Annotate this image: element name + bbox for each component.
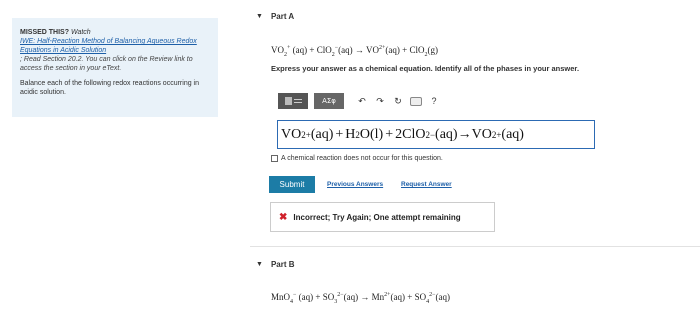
no-reaction-label: A chemical reaction does not occur for this question. xyxy=(281,155,443,162)
divider xyxy=(250,246,700,247)
part-a-header[interactable] xyxy=(256,12,294,21)
no-reaction-checkbox[interactable] xyxy=(271,155,278,162)
answer-input[interactable]: VO 2 + (aq) + H 2 O(l) + 2ClO 2 − (aq) → VO 2+ (aq) xyxy=(277,120,595,149)
no-reaction-option[interactable] xyxy=(271,155,443,162)
reset-icon[interactable]: ↻ xyxy=(394,95,402,106)
caret-down-icon: ▼ xyxy=(256,13,263,20)
submit-button[interactable]: Submit xyxy=(269,176,315,193)
hint-title: MISSED THIS? Watch xyxy=(20,29,91,36)
hint-read-text: ; Read Section 20.2. You can click on the Review link to access the section in your eText. xyxy=(20,56,193,72)
greek-symbols-button[interactable]: ΑΣφ xyxy=(314,93,344,109)
part-a-instructions: Express your answer as a chemical equation. Identify all of the phases in your answer. xyxy=(271,64,580,73)
part-b-label: Part B xyxy=(270,260,295,269)
hint-video-link[interactable]: IWE: Half-Reaction Method of Balancing Aqueous Redox Equations in Acidic Solution xyxy=(20,38,197,54)
help-icon[interactable]: ? xyxy=(431,96,437,106)
part-a-reaction: $VO_2^+$ $(aq) + ClO_2^-(aq) \to VO^{2+}(aq) + ClO_2(g)$ xyxy=(271,45,438,58)
undo-icon[interactable]: ↶ xyxy=(358,95,366,106)
hint-panel xyxy=(12,18,218,117)
request-answer-link[interactable]: Request Answer xyxy=(401,181,452,188)
x-icon: ✖ xyxy=(279,211,288,223)
equation-toolbar xyxy=(278,93,440,109)
hint-instruction: Balance each of the following redox reactions occurring in acidic solution. xyxy=(20,80,199,96)
previous-answers-link[interactable]: Previous Answers xyxy=(327,181,384,188)
keyboard-icon-wrap[interactable] xyxy=(410,93,422,109)
part-b-header[interactable] xyxy=(256,260,295,269)
redo-icon[interactable]: ↷ xyxy=(376,95,384,106)
part-b-reaction: MnO$_4$− $(aq) + SO_3^{2-}(aq) \to Mn^{2+}(aq) + SO_4^{2-}(aq)$ xyxy=(271,292,451,305)
part-a-label: Part A xyxy=(270,12,295,21)
caret-down-icon: ▼ xyxy=(256,261,263,268)
feedback-text: Incorrect; Try Again; One attempt remaining xyxy=(293,212,461,222)
keyboard-icon xyxy=(410,97,422,106)
feedback-message xyxy=(270,202,495,232)
templates-icon[interactable] xyxy=(278,93,308,109)
